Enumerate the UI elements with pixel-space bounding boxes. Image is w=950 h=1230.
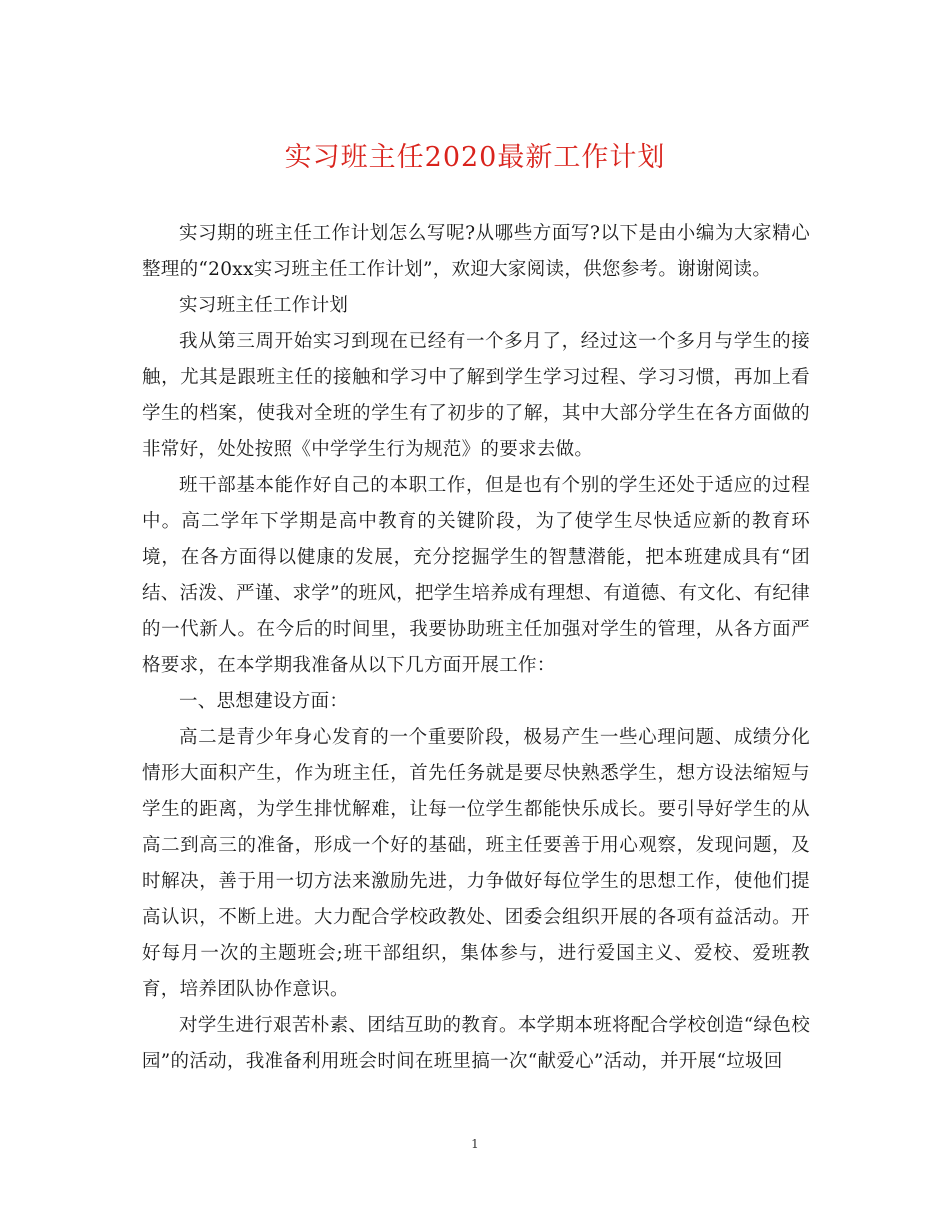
document-body <box>142 216 810 1080</box>
document-title: 实习班主任2020最新工作计划 <box>284 142 666 173</box>
paragraph-intro: 实习期的班主任工作计划怎么写呢?从哪些方面写?以下是由小编为大家精心整理的“20xx实习班主任工作计划”，欢迎大家阅读，供您参考。谢谢阅读。 <box>142 223 810 280</box>
paragraph-internship-experience: 我从第三周开始实习到现在已经有一个多月了，经过这一个多月与学生的接触，尤其是跟班主任的接触和学习中了解到学生学习过程、学习习惯，再加上看学生的档案，使我对全班的学生有了初步的了解，其中大部分学生在各方面做的非常好，处处按照《中学学生行为规范》的要求去做。 <box>142 331 810 460</box>
paragraph-heading: 实习班主任工作计划 <box>179 295 349 316</box>
paragraph-ideology: 高二是青少年身心发育的一个重要阶段，极易产生一些心理问题、成绩分化情形大面积产生，作为班主任，首先任务就是要尽快熟悉学生，想方设法缩短与学生的距离，为学生排忧解难，让每一位学生都能快乐成长。要引导好学生的从高二到高三的准备，形成一个好的基础，班主任要善于用心观察，发现问题，及时解决，善于用一切方法来激励先进，力争做好每位学生的思想工作，使他们提高认识，不断上进。大力配合学校政教处、团委会组织开展的各项有益活动。开好每月一次的主题班会;班干部组织，集体参与，进行爱国主义、爱校、爱班教育，培养团队协作意识。 <box>142 727 810 1000</box>
section-heading-ideology: 一、思想建设方面： <box>179 691 349 712</box>
paragraph-frugality-education: 对学生进行艰苦朴素、团结互助的教育。本学期本班将配合学校创造“绿色校园”的活动，我准备利用班会时间在班里搞一次“献爱心”活动，并开展“垃圾回 <box>142 1015 810 1072</box>
page-number: 1 <box>471 1137 479 1151</box>
paragraph-class-goals: 班干部基本能作好自己的本职工作，但是也有个别的学生还处于适应的过程中。高二学年下学期是高中教育的关键阶段，为了使学生尽快适应新的教育环境，在各方面得以健康的发展，充分挖掘学生的智慧潜能，把本班建成具有“团结、活泼、严谨、求学”的班风，把学生培养成有理想、有道德、有文化、有纪律的一代新人。在今后的时间里，我要协助班主任加强对学生的管理，从各方面严格要求，在本学期我准备从以下几方面开展工作： <box>142 475 810 676</box>
